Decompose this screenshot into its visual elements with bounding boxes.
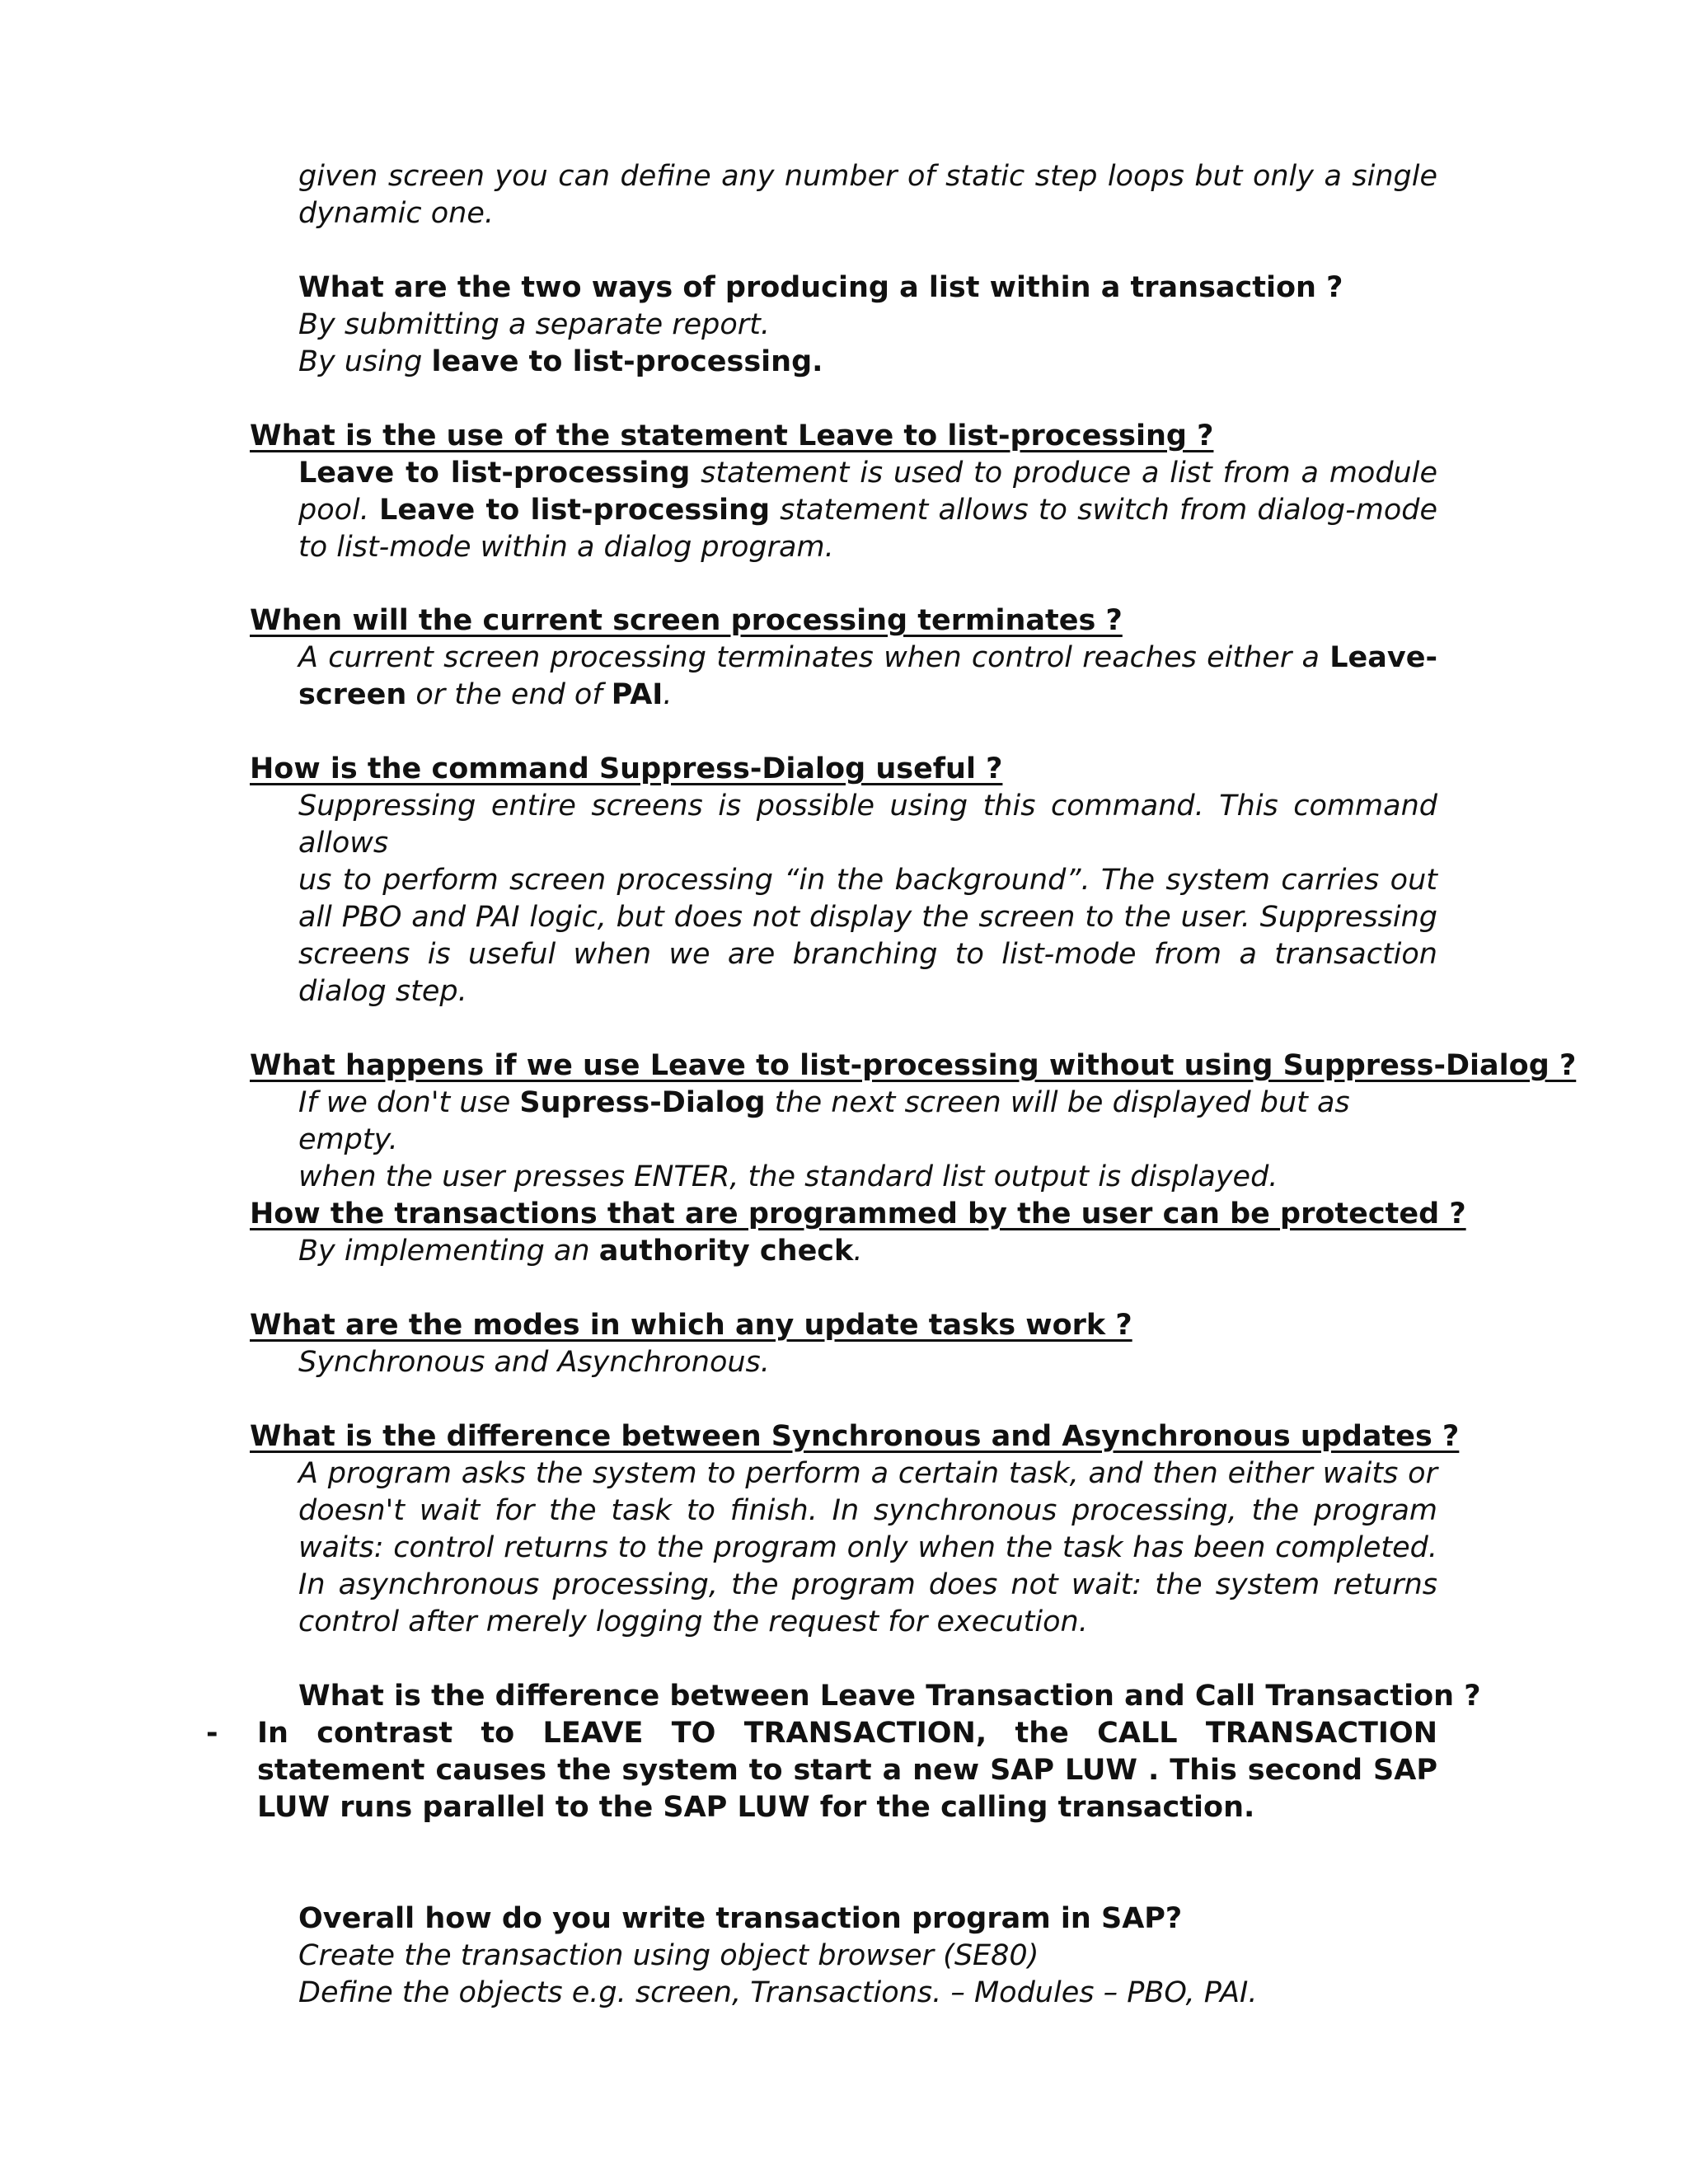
- answer-bold-term: PAI: [611, 678, 663, 711]
- question-leave-call: What is the difference between Leave Transaction and Call Transaction ?: [298, 1680, 1481, 1713]
- answer-terminate: [298, 640, 1437, 714]
- answer-text: the next screen will be displayed but as empty.: [298, 1086, 1350, 1156]
- answer-two-ways: [298, 307, 1437, 381]
- question-protect: How the transactions that are programmed by the user can be protected ?: [250, 1197, 1466, 1230]
- answer-text: statement is used to produce a list from a module pool.: [298, 457, 1437, 527]
- answer-text: .: [853, 1235, 863, 1268]
- question-modes: What are the modes in which any update tasks work ?: [250, 1309, 1132, 1342]
- bullet-dash: -: [206, 1717, 218, 1750]
- question-without-suppress: What happens if we use Leave to list-processing without using Suppress-Dialog ?: [250, 1049, 1577, 1082]
- answer-line: By submitting a separate report.: [298, 308, 771, 341]
- question-overall: Overall how do you write transaction program in SAP?: [298, 1902, 1183, 1935]
- answer-line: Define the objects e.g. screen, Transactions. – Modules – PBO, PAI.: [298, 1976, 1258, 2009]
- answer-text: .: [663, 678, 673, 711]
- question-two-ways: What are the two ways of producing a list within a transaction ?: [298, 271, 1343, 304]
- answer-line: when the user presses ENTER, the standard list output is displayed.: [298, 1160, 1278, 1193]
- answer-bold-term: Leave-screen: [298, 641, 1437, 711]
- answer-bold-term: Supress-Dialog: [519, 1086, 766, 1119]
- answer-modes: Synchronous and Asynchronous.: [298, 1346, 770, 1379]
- answer-without-suppress: [298, 1085, 1437, 1196]
- answer-overall: [298, 1938, 1437, 2012]
- answer-line: [298, 1085, 1437, 1159]
- answer-suppress-paragraph: us to perform screen processing “in the background”. The system carries out all PBO and PAI logic, but does not display the screen to the user. Suppressing screens is useful when we are branching to list-mode from a transaction dialog step.: [298, 864, 1437, 1008]
- answer-line: [298, 344, 1437, 381]
- answer-line: Create the transaction using object browser (SE80): [298, 1939, 1039, 1972]
- question-terminate: When will the current screen processing terminates ?: [250, 604, 1123, 637]
- answer-bold-term: Leave to list-processing: [379, 494, 771, 527]
- answer-sync-async: A program asks the system to perform a certain task, and then either waits or doesn't wait for the task to finish. In synchronous processing, the program waits: control returns to the program only when the task has been completed. In asynchronous processing, the program does not wait: the system returns control after merely logging the request for execution.: [298, 1457, 1437, 1638]
- answer-text: By using: [298, 345, 432, 378]
- intro-paragraph: given screen you can define any number of static step loops but only a single dynamic one.: [298, 160, 1437, 230]
- question-sync-async: What is the difference between Synchronous and Asynchronous updates ?: [250, 1420, 1460, 1453]
- answer-protect: [298, 1233, 1437, 1270]
- question-suppress: How is the command Suppress-Dialog useful ?: [250, 752, 1003, 785]
- answer-text: If we don't use: [298, 1086, 520, 1119]
- answer-bold-term: authority check: [598, 1235, 854, 1268]
- question-leave-use: What is the use of the statement Leave to list-processing ?: [250, 419, 1214, 452]
- answer-text: By implementing an: [298, 1235, 599, 1268]
- answer-text: statement allows to switch from dialog-mode to list-mode within a dialog program.: [298, 494, 1437, 564]
- answer-text: or the end of: [406, 678, 612, 711]
- answer-leave-use: [298, 455, 1437, 566]
- answer-bold-term: leave to list-processing.: [431, 345, 823, 378]
- answer-leave-call: In contrast to LEAVE TO TRANSACTION, the CALL TRANSACTION statement causes the system to start a new SAP LUW . This second SAP LUW runs parallel to the SAP LUW for the calling transaction.: [257, 1717, 1437, 1824]
- answer-suppress-line1: Suppressing entire screens is possible using this command. This command allows: [298, 790, 1437, 860]
- answer-bold-term: Leave to list-processing: [298, 457, 691, 490]
- answer-text: A current screen processing terminates when control reaches either a: [298, 641, 1330, 674]
